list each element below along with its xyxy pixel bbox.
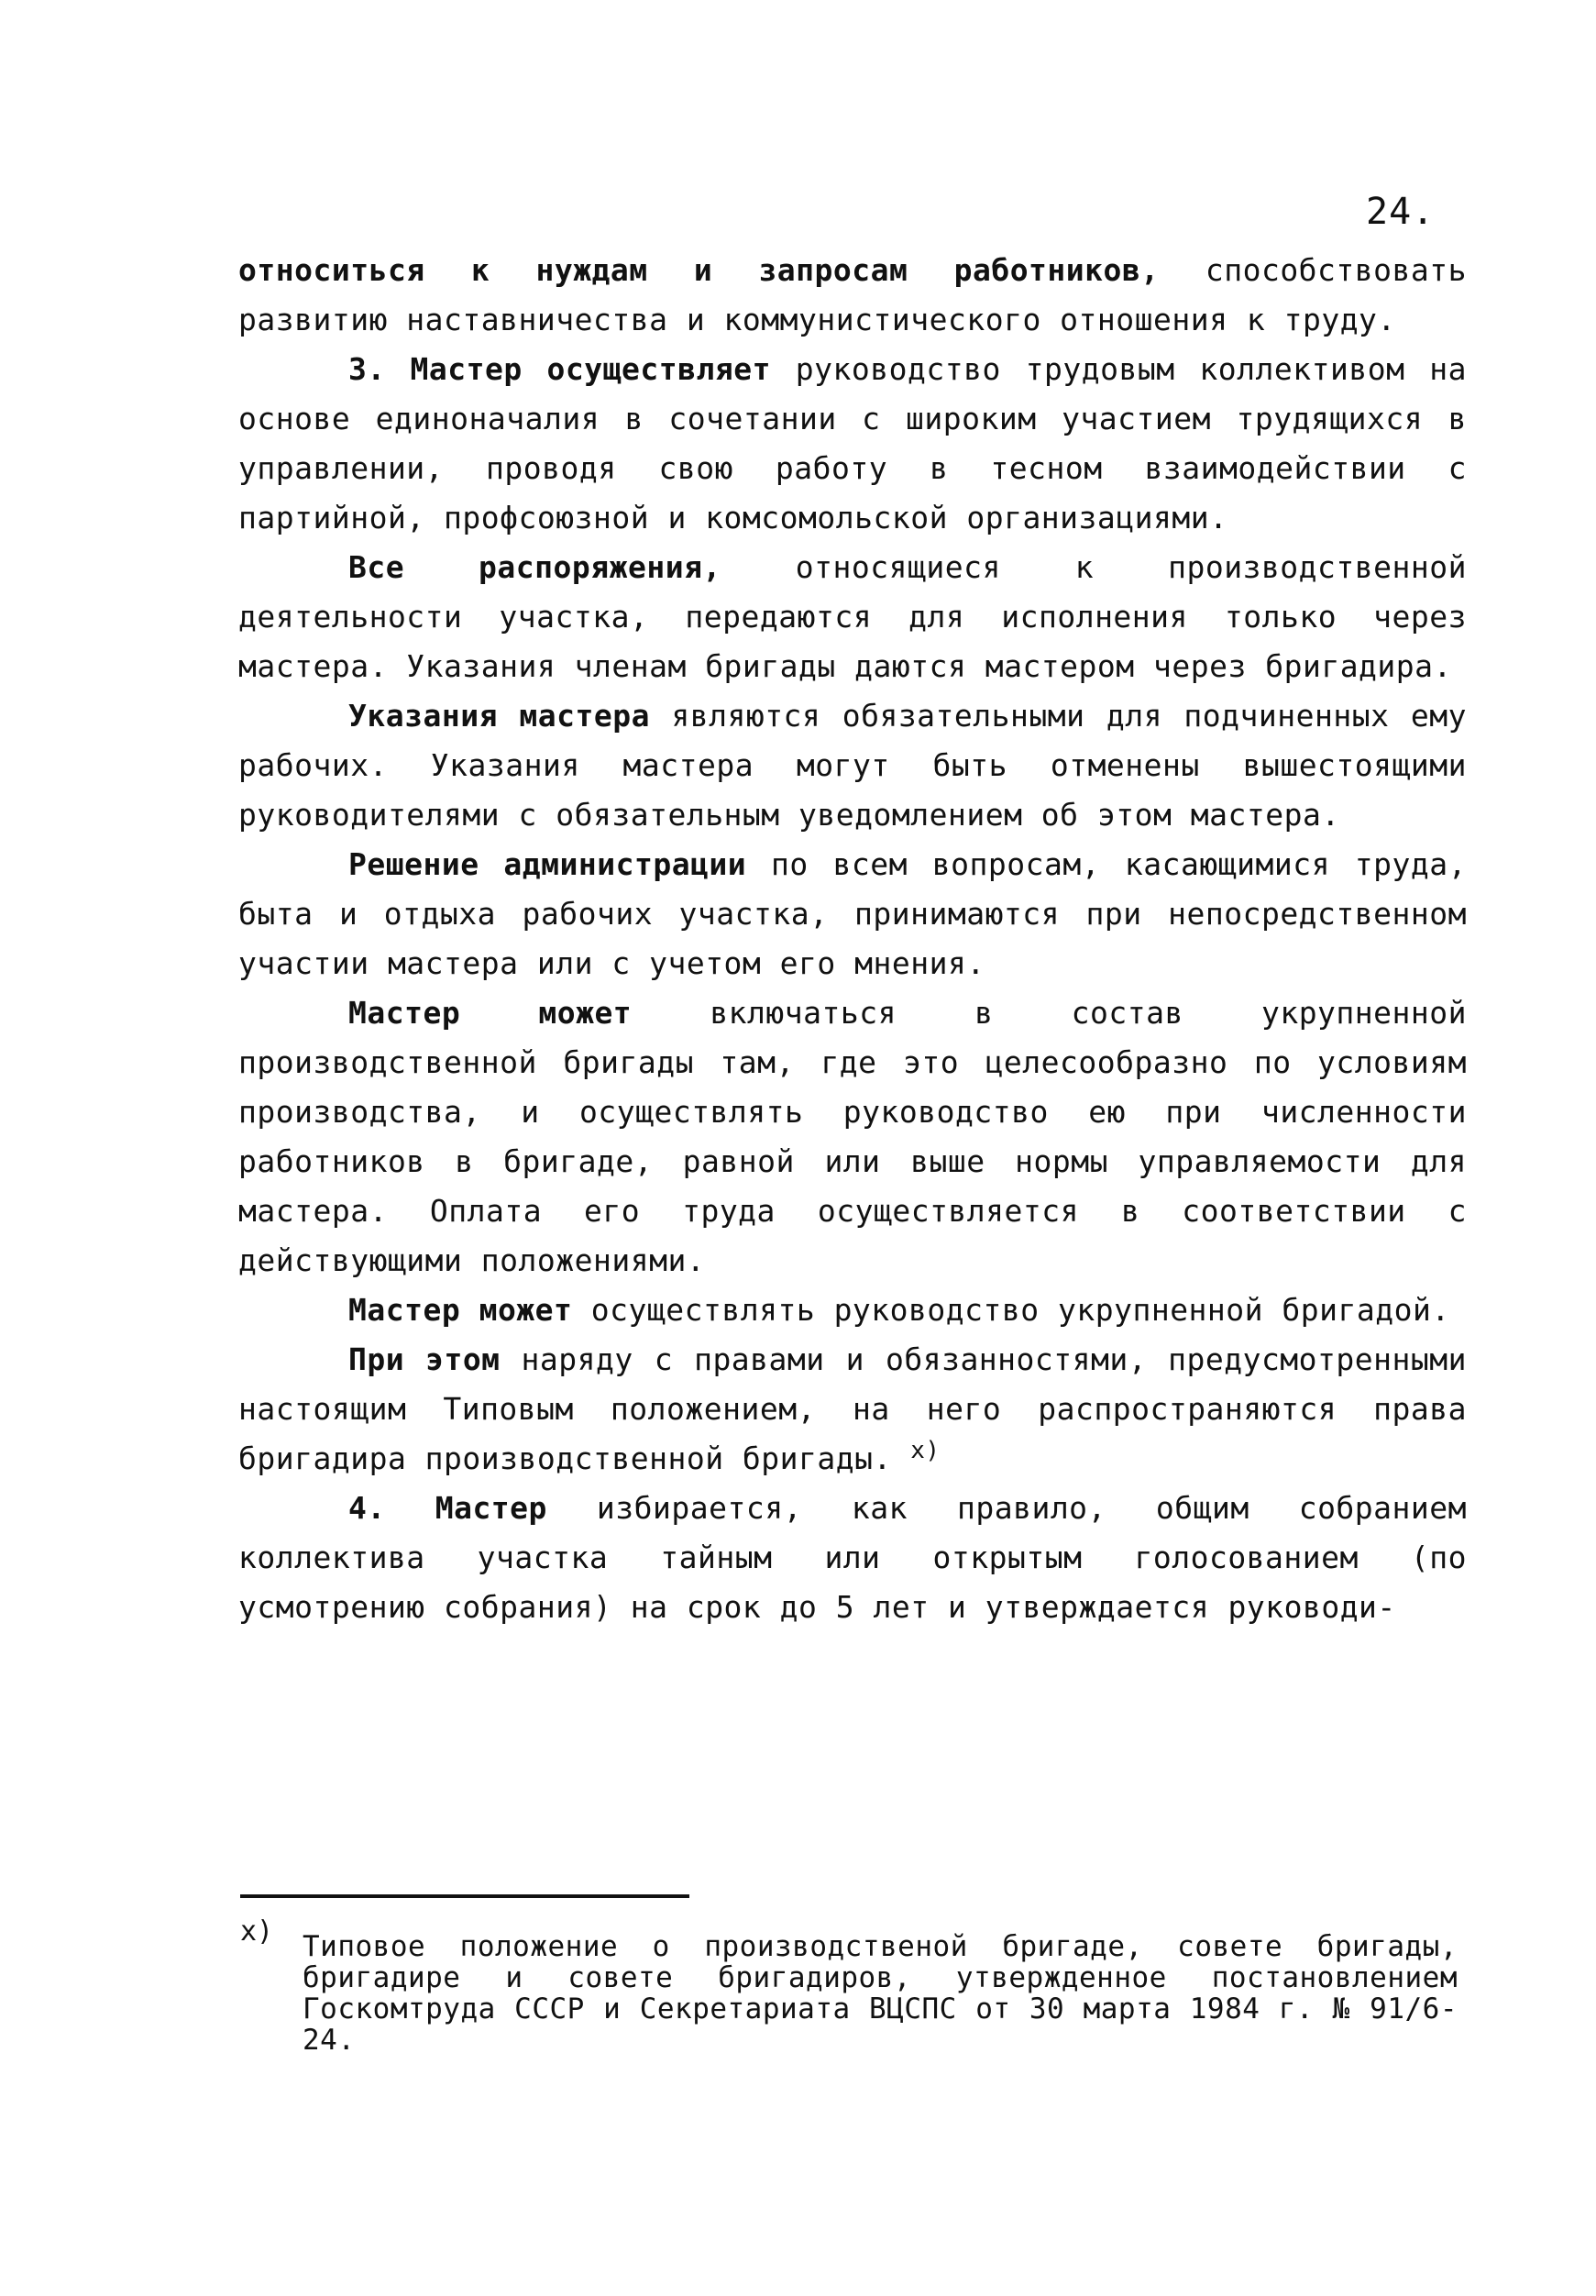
paragraph-9-lead: 4. Мастер xyxy=(348,1490,547,1526)
paragraph-1 xyxy=(238,246,1467,345)
paragraph-8-text: наряду с правами и обязанностями, предусмотренными настоящим Типовым положением, на него распространяются права бригадира производственной бригады. xyxy=(238,1341,1467,1476)
page-number: 24. xyxy=(1366,191,1436,233)
footnote-reference[interactable]: x) xyxy=(910,1437,941,1464)
paragraph-3 xyxy=(238,543,1467,691)
paragraph-1-text: способствовать развитию наставничества и коммунистического отношения к труду. xyxy=(238,252,1467,337)
paragraph-8 xyxy=(238,1335,1467,1484)
paragraph-9 xyxy=(238,1484,1467,1632)
paragraph-6-lead: Мастер может xyxy=(348,995,633,1031)
paragraph-8-lead: При этом xyxy=(348,1341,501,1377)
paragraph-6 xyxy=(238,988,1467,1286)
paragraph-3-lead: Все распоряжения, xyxy=(348,549,721,585)
paragraph-5-lead: Решение администрации xyxy=(348,846,747,882)
paragraph-7-text: осуществлять руководство укрупненной бригадой. xyxy=(572,1292,1450,1328)
paragraph-4-lead: Указания мастера xyxy=(348,698,650,734)
paragraph-4 xyxy=(238,691,1467,840)
footnote-marker: x) xyxy=(240,1915,274,1948)
body-text xyxy=(238,246,1467,1632)
paragraph-6-text: включаться в состав укрупненной производственной бригады там, где это целесообразно по условиям производства, и осуществлять руководство ею при численности работников в бригаде, равной или выше нормы управляемости для мастера. Оплата его труда осуществляется в соответствии с действующими положениями. xyxy=(238,995,1468,1278)
footnote-text: Типовое положение о производственой бригаде, совете бригады, бригадире и совете бригадиров, утвержденное постановлением Госкомтруда СССР и Секретариата ВЦСПС от 30 марта 1984 г. № 91/6-24. xyxy=(303,1930,1458,2057)
paragraph-2-lead: 3. Мастер осуществляет xyxy=(348,351,771,387)
paragraph-4-text: являются обязательными для подчиненных ему рабочих. Указания мастера могут быть отменены вышестоящими руководителями с обязательным уведомлением об этом мастера. xyxy=(238,698,1467,833)
paragraph-7-lead: Мастер может xyxy=(348,1292,573,1328)
paragraph-2 xyxy=(238,345,1467,543)
paragraph-2-text: руководство трудовым коллективом на основе единоначалия в сочетании с широким участием трудящихся в управлении, проводя свою работу в тесном взаимодействии с партийной, профсоюзной и комсомольской организациями. xyxy=(238,351,1467,535)
paragraph-9-text: избирается, как правило, общим собранием коллектива участка тайным или открытым голосованием (по усмотрению собрания) на срок до 5 лет и утверждается руководи- xyxy=(238,1490,1468,1625)
paragraph-5 xyxy=(238,840,1467,988)
paragraph-1-lead: относиться к нуждам и запросам работников, xyxy=(238,252,1160,288)
footnote-divider xyxy=(240,1894,689,1898)
paragraph-5-text: по всем вопросам, касающимися труда, быта и отдыха рабочих участка, принимаются при непосредственном участии мастера или с учетом его мнения. xyxy=(238,846,1467,981)
paragraph-3-text: относящиеся к производственной деятельности участка, передаются для исполнения только через мастера. Указания членам бригады даются мастером через бригадира. xyxy=(238,549,1467,684)
paragraph-7 xyxy=(238,1286,1467,1335)
